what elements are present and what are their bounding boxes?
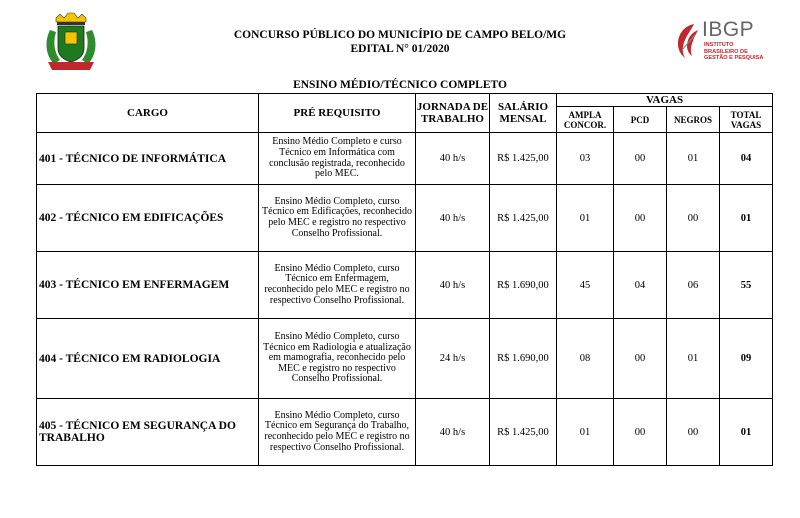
- total-cell: 55: [720, 252, 773, 319]
- table-row: [37, 252, 773, 319]
- header-negros: NEGROS: [667, 107, 720, 133]
- requisito-cell: Ensino Médio Completo, curso Técnico em Segurança do Trabalho, reconhecido pelo MEC e registro no respectivo Conselho Profissional.: [259, 399, 416, 466]
- negros-cell: 01: [667, 319, 720, 399]
- ibgp-logo: [674, 18, 766, 68]
- jornada-cell: 40 h/s: [416, 252, 490, 319]
- total-cell: 09: [720, 319, 773, 399]
- cargo-cell: 401 - TÉCNICO DE INFORMÁTICA: [37, 133, 259, 185]
- municipal-crest-logo: [42, 12, 100, 74]
- header-line-1: CONCURSO PÚBLICO DO MUNICÍPIO DE CAMPO BELO/MG: [233, 29, 567, 41]
- header-pre-requisito: PRÉ REQUISITO: [259, 94, 416, 133]
- header-cargo: CARGO: [37, 94, 259, 133]
- ampla-cell: 08: [557, 319, 614, 399]
- total-cell: 04: [720, 133, 773, 185]
- ampla-cell: 01: [557, 399, 614, 466]
- total-cell: 01: [720, 185, 773, 252]
- jornada-cell: 24 h/s: [416, 319, 490, 399]
- salario-cell: R$ 1.690,00: [490, 319, 557, 399]
- requisito-cell: Ensino Médio Completo e curso Técnico em Informática com conclusão registrada, reconhecido pelo MEC.: [259, 133, 416, 185]
- header-ampla: AMPLA CONCOR.: [557, 107, 614, 133]
- requisito-cell: Ensino Médio Completo, curso Técnico em Enfermagem, reconhecido pelo MEC e registro no respectivo Conselho Profissional.: [259, 252, 416, 319]
- table-row: [37, 133, 773, 185]
- header-salario: SALÁRIO MENSAL: [490, 94, 557, 133]
- pcd-cell: 00: [614, 319, 667, 399]
- ibgp-logo-name: IBGP: [702, 18, 755, 41]
- positions-table: [36, 93, 773, 466]
- ampla-cell: 01: [557, 185, 614, 252]
- ampla-cell: 45: [557, 252, 614, 319]
- pcd-cell: 00: [614, 185, 667, 252]
- pcd-cell: 04: [614, 252, 667, 319]
- header-pcd: PCD: [614, 107, 667, 133]
- jornada-cell: 40 h/s: [416, 399, 490, 466]
- cargo-cell: 403 - TÉCNICO EM ENFERMAGEM: [37, 252, 259, 319]
- pcd-cell: 00: [614, 133, 667, 185]
- cargo-cell: 404 - TÉCNICO EM RADIOLOGIA: [37, 319, 259, 399]
- jornada-cell: 40 h/s: [416, 133, 490, 185]
- header-total: TOTAL VAGAS: [720, 107, 773, 133]
- cargo-cell: 402 - TÉCNICO EM EDIFICAÇÕES: [37, 185, 259, 252]
- document-header: [190, 28, 610, 56]
- ampla-cell: 03: [557, 133, 614, 185]
- negros-cell: 01: [667, 133, 720, 185]
- table-row: [37, 319, 773, 399]
- requisito-cell: Ensino Médio Completo, curso Técnico em Radiologia e atualização em mamografia, reconhecido pelo MEC e registro no respectivo Conselho Profissional.: [259, 319, 416, 399]
- header-jornada: JORNADA DE TRABALHO: [416, 94, 490, 133]
- negros-cell: 06: [667, 252, 720, 319]
- ibgp-logo-subtitle: INSTITUTO BRASILEIRO DE GESTÃO E PESQUISA: [704, 42, 764, 62]
- salario-cell: R$ 1.425,00: [490, 185, 557, 252]
- salario-cell: R$ 1.425,00: [490, 133, 557, 185]
- negros-cell: 00: [667, 185, 720, 252]
- ibgp-mark-icon: [674, 20, 702, 60]
- salario-cell: R$ 1.425,00: [490, 399, 557, 466]
- header-line-2: EDITAL N° 01/2020: [350, 43, 450, 55]
- jornada-cell: 40 h/s: [416, 185, 490, 252]
- section-title: ENSINO MÉDIO/TÉCNICO COMPLETO: [293, 79, 507, 91]
- total-cell: 01: [720, 399, 773, 466]
- cargo-cell: 405 - TÉCNICO EM SEGURANÇA DO TRABALHO: [37, 399, 259, 466]
- negros-cell: 00: [667, 399, 720, 466]
- table-row: [37, 399, 773, 466]
- salario-cell: R$ 1.690,00: [490, 252, 557, 319]
- pcd-cell: 00: [614, 399, 667, 466]
- requisito-cell: Ensino Médio Completo, curso Técnico em Edificações, reconhecido pelo MEC e registro no respectivo Conselho Profissional.: [259, 185, 416, 252]
- header-vagas: VAGAS: [557, 94, 773, 107]
- table-row: [37, 185, 773, 252]
